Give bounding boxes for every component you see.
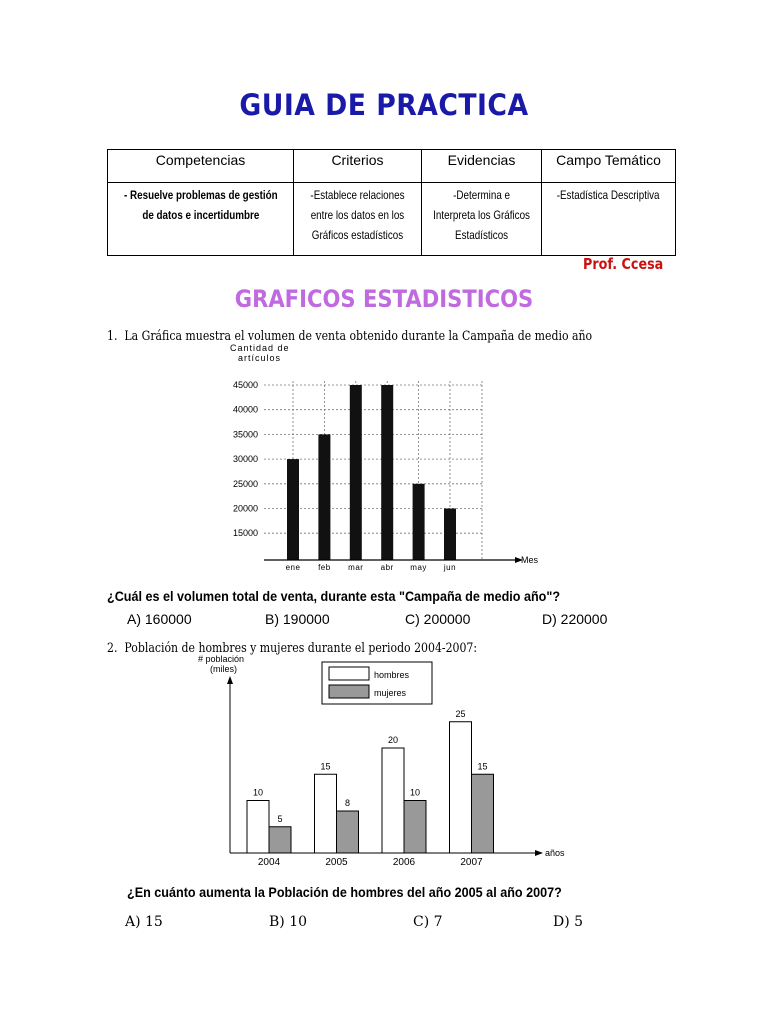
chart1-ylabel: artículos (238, 353, 282, 363)
chart2-data-label: 10 (252, 787, 264, 798)
table-header-row (108, 150, 676, 183)
chart2-x-tick-label: 2005 (325, 857, 348, 868)
cell-line: -Estadística Descriptiva (557, 188, 660, 202)
cell-line: de datos e incertidumbre (141, 208, 260, 222)
table-row (108, 183, 676, 256)
q2-option-b[interactable]: B) 10 (269, 914, 308, 930)
chart2-bar-hombres-2007 (450, 722, 472, 853)
legend-label-hombres: hombres (374, 670, 410, 680)
chart2-bars (247, 709, 494, 868)
chart-poblacion (190, 652, 590, 872)
chart1-bar-jun (444, 509, 456, 561)
author-label: Prof. Ccesa (583, 255, 664, 273)
chart-ventas (220, 340, 560, 580)
chart1-y-ticks (233, 380, 258, 538)
chart1-y-tick-label: 15000 (232, 528, 258, 539)
q1-option-b[interactable]: B) 190000 (265, 611, 330, 627)
chart2-legend (322, 662, 432, 704)
header-campo-tematico: Campo Temático (542, 150, 676, 183)
chart1-y-tick-label: 30000 (232, 454, 258, 465)
section-title: GRAFICOS ESTADISTICOS (234, 285, 534, 313)
chart1-x-tick-label: jun (443, 563, 457, 572)
legend-swatch-mujeres (329, 685, 369, 698)
q1-option-c[interactable]: C) 200000 (405, 611, 471, 627)
competencies-table (107, 149, 676, 256)
chart2-bar-mujeres-2004 (269, 827, 291, 853)
q1-option-d[interactable]: D) 220000 (542, 611, 608, 627)
chart2-data-label: 10 (409, 787, 421, 798)
q1-text: La Gráfica muestra el volumen de venta obtenido durante la Campaña de medio año (124, 329, 593, 344)
cell-line: -Determina e (453, 188, 510, 202)
chart2-data-label: 15 (320, 761, 331, 772)
cell-line: Estadísticos (454, 228, 509, 242)
chart2-bar-mujeres-2006 (404, 801, 426, 854)
cell-line: Interpreta los Gráficos (433, 208, 530, 222)
q2-option-d[interactable]: D) 5 (553, 914, 584, 930)
arrow-right-icon (535, 850, 543, 856)
chart2-xlabel: años (545, 848, 565, 858)
chart1-y-tick-label: 40000 (232, 404, 258, 415)
chart1-x-tick-label: may (410, 563, 427, 572)
q2-option-a[interactable]: A) 15 (125, 914, 163, 930)
chart2-bar-mujeres-2005 (337, 811, 359, 853)
chart2-data-label: 15 (477, 761, 488, 772)
header-criterios: Criterios (294, 150, 422, 183)
chart1-bars (287, 385, 456, 560)
legend-swatch-hombres (329, 667, 369, 680)
chart1-y-tick-label: 25000 (232, 478, 258, 489)
header-competencias: Competencias (108, 150, 294, 183)
q1-option-a[interactable]: A) 160000 (127, 611, 192, 627)
legend-label-mujeres: mujeres (374, 688, 407, 698)
cell-line: - Resuelve problemas de gestión (123, 188, 278, 202)
chart2-x-tick-label: 2007 (460, 857, 483, 868)
chart1-xlabel: Mes (521, 555, 539, 565)
chart1-bar-may (413, 484, 425, 560)
chart1-bar-feb (318, 434, 330, 560)
chart1-bar-ene (287, 459, 299, 560)
cell-line: entre los datos en los (310, 208, 405, 222)
cell-criterios (294, 183, 422, 256)
chart2-x-tick-label: 2004 (257, 857, 281, 868)
chart2-bar-mujeres-2007 (472, 774, 494, 853)
q2-question: ¿En cuánto aumenta la Población de hombres del año 2005 al año 2007? (127, 884, 562, 900)
chart2-x-tick-label: 2006 (392, 857, 416, 868)
chart1-bar-mar (350, 385, 362, 560)
chart2-bar-hombres-2006 (382, 748, 404, 853)
chart1-x-tick-label: ene (285, 563, 301, 572)
chart2-bar-hombres-2004 (247, 801, 269, 854)
chart1-x-tick-label: feb (318, 563, 331, 572)
cell-evidencias (422, 183, 542, 256)
cell-competencias (108, 183, 294, 256)
chart1-x-tick-label: mar (348, 563, 364, 572)
cell-line: Gráficos estadísticos (311, 228, 404, 242)
chart2-data-label: 25 (455, 708, 466, 719)
chart1-y-tick-label: 35000 (232, 429, 258, 440)
chart1-x-ticks (286, 563, 457, 572)
chart1-y-tick-label: 20000 (232, 503, 258, 514)
chart2-ylabel: # población (198, 654, 245, 664)
q1-number: 1. (107, 329, 118, 344)
chart2-bar-hombres-2005 (315, 774, 337, 853)
q2-text: Población de hombres y mujeres durante el periodo 2004-2007: (124, 641, 478, 656)
chart1-ylabel: Cantidad de (230, 343, 290, 353)
chart2-ylabel: (miles) (210, 664, 237, 674)
header-evidencias: Evidencias (422, 150, 542, 183)
q2-option-c[interactable]: C) 7 (413, 914, 443, 930)
page-title: GUIA DE PRACTICA (239, 88, 529, 122)
chart1-y-tick-label: 45000 (232, 380, 258, 390)
chart2-data-label: 5 (277, 813, 283, 824)
cell-line: -Establece relaciones (310, 188, 405, 202)
chart1-bar-abr (381, 385, 393, 560)
chart2-data-label: 8 (344, 798, 351, 808)
q1-question: ¿Cuál es el volumen total de venta, durante esta "Campaña de medio año"? (107, 588, 561, 604)
chart2-data-label: 20 (387, 735, 399, 745)
cell-campo-tematico (542, 183, 676, 256)
chart1-x-tick-label: abr (380, 563, 394, 572)
q2-number: 2. (107, 641, 118, 656)
